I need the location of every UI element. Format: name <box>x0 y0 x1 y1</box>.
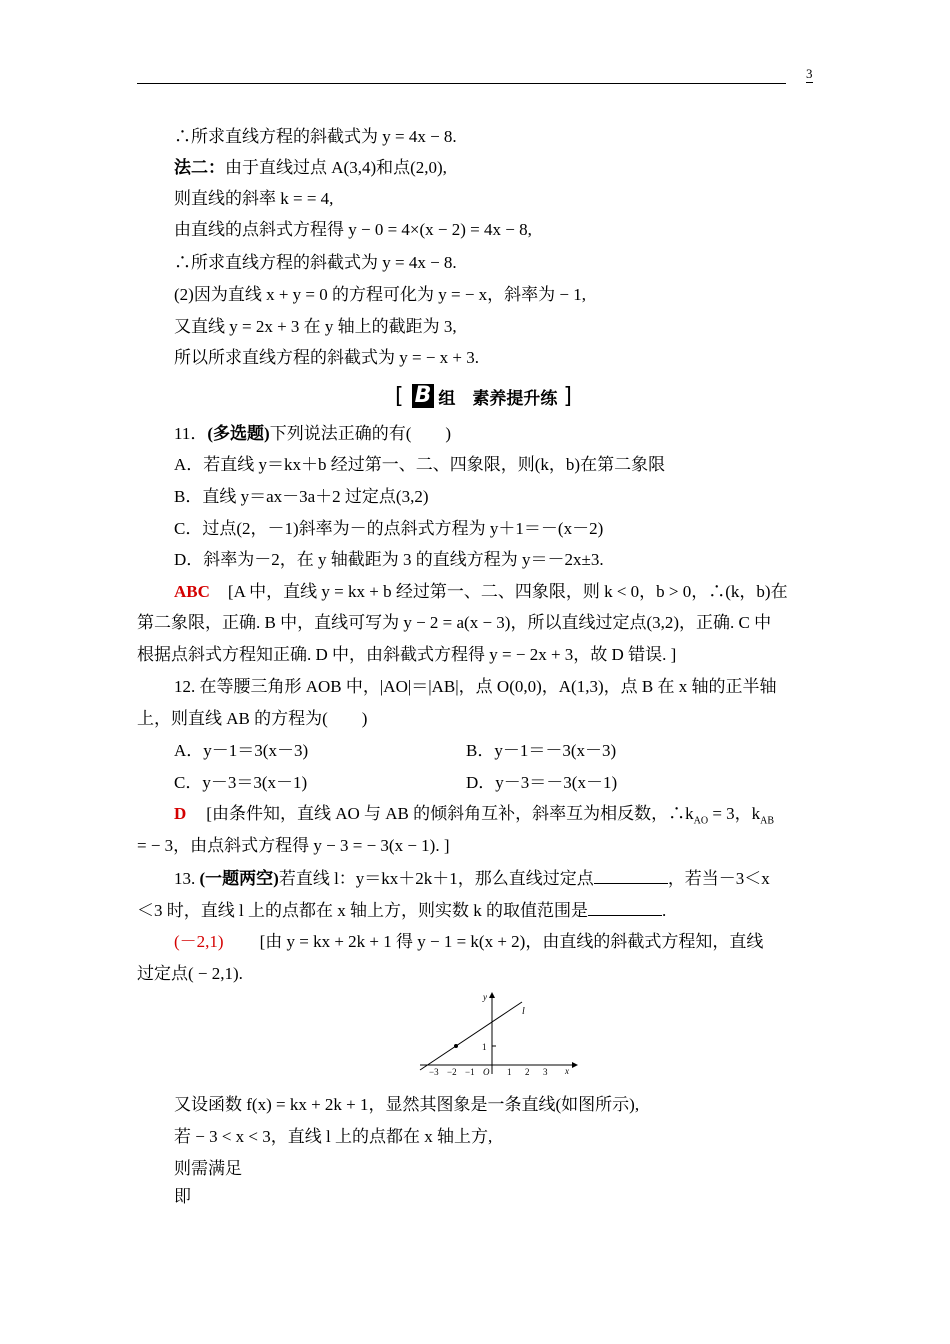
question-12-stem: 上，则直线 AB 的方程为( ) <box>137 709 368 728</box>
text-line: 所以所求直线方程的斜截式为 y = − x + 3. <box>174 348 480 367</box>
section-banner <box>395 381 572 411</box>
text-line: 即 <box>174 1187 191 1206</box>
answer-key: ABC <box>174 582 210 601</box>
text-line: 由直线的点斜式方程得 y − 0 = 4×(x − 2) = 4x − 8, <box>174 220 532 239</box>
subscript: AO <box>693 815 709 827</box>
answer-line <box>174 581 788 603</box>
text-line: 又直线 y = 2x + 3 在 y 轴上的截距为 3, <box>174 317 457 336</box>
x-tick-label: 1 <box>507 1067 512 1076</box>
line-graph-figure <box>418 990 578 1076</box>
question-12-stem: 12. 在等腰三角形 AOB 中，|AO|＝|AB|，点 O(0,0)，A(1,3)，点 B 在 x 轴的正半轴 <box>174 677 777 696</box>
banner-title: 组 素养提升练 <box>438 388 558 409</box>
answer-key: D <box>174 804 187 823</box>
option-a: A．若直线 y＝kx＋b 经过第一、二、四象限，则(k，b)在第二象限 <box>174 455 666 474</box>
y-axis-label: y <box>483 992 487 1002</box>
line-label: l <box>522 1006 525 1017</box>
option-d: D．斜率为－2，在 y 轴截距为 3 的直线方程为 y＝－2x±3. <box>174 550 604 569</box>
solution-text: [A 中，直线 y = kx + b 经过第一、二、四象限，则 k < 0，b > 0，∴(k，b)在 <box>227 582 788 601</box>
solution-text: = 3，k <box>708 804 761 823</box>
banner-bracket-right: ] <box>563 383 572 409</box>
banner-letter: B <box>412 384 435 408</box>
text-line: 则直线的斜率 k = = 4, <box>174 189 334 208</box>
solution-line: 根据点斜式方程知正确. D 中，由斜截式方程得 y = − 2x + 3，故 D 错误. ] <box>137 645 677 664</box>
question-11-stem <box>174 423 451 445</box>
option-d: D．y－3＝－3(x－1) <box>466 773 618 792</box>
text-line <box>174 157 447 179</box>
solution-text: [由条件知，直线 AO 与 AB 的倾斜角互补，斜率互为相反数，∴k <box>206 804 694 823</box>
question-text: ，若当－3＜x <box>667 869 770 888</box>
x-tick-label: 3 <box>543 1067 548 1076</box>
subscript: AB <box>760 815 775 827</box>
x-tick-label: −1 <box>465 1067 475 1076</box>
text-line: ∴所求直线方程的斜截式为 y = 4x − 8. <box>174 127 457 146</box>
question-13-stem <box>137 899 666 922</box>
text-line: 若 − 3 < x < 3，直线 l 上的点都在 x 轴上方, <box>174 1127 493 1146</box>
solution-line: 第二象限，正确. B 中，直线可写为 y − 2 = a(x − 3)，所以直线过定点(3,2)，正确. C 中 <box>137 613 772 632</box>
x-tick-label: 2 <box>525 1067 530 1076</box>
method-label: 法二： <box>174 158 225 177</box>
x-axis-label: x <box>565 1066 569 1076</box>
y-tick-label: 1 <box>482 1042 487 1052</box>
text-line: (2)因为直线 x + y = 0 的方程可化为 y = − x，斜率为 − 1, <box>174 285 587 304</box>
x-tick-label: −2 <box>447 1067 457 1076</box>
question-number: 11． <box>174 424 208 443</box>
question-number: 13. <box>174 869 200 888</box>
line-l <box>420 1002 522 1070</box>
answer-line <box>174 931 763 953</box>
answer-line <box>174 803 774 832</box>
x-axis-arrow <box>572 1062 578 1068</box>
y-axis-arrow <box>489 992 495 998</box>
header-rule <box>137 83 786 84</box>
fixed-point <box>454 1044 458 1048</box>
text-line: 又设函数 f(x) = kx + 2k + 1，显然其图象是一条直线(如图所示), <box>174 1095 640 1114</box>
text-span: 由于直线过点 A(3,4)和点(2,0), <box>225 158 447 177</box>
option-c: C．过点(2，－1)斜率为－的点斜式方程为 y＋1＝－(x－2) <box>174 519 604 538</box>
page-number: 3 <box>806 66 813 81</box>
answer-blank <box>588 899 662 916</box>
question-text: 下列说法正确的有( ) <box>269 424 452 443</box>
question-text: 若直线 l：y＝kx＋2k＋1，那么直线过定点 <box>278 869 594 888</box>
solution-text: [由 y = kx + 2k + 1 得 y − 1 = k(x + 2)，由直线的斜截式方程知，直线 <box>259 932 764 951</box>
question-13-stem <box>174 867 770 890</box>
question-tag: (一题两空) <box>199 869 279 888</box>
solution-line: 过定点( − 2,1). <box>137 964 243 983</box>
question-text: ＜3 时，直线 l 上的点都在 x 轴上方，则实数 k 的取值范围是 <box>137 901 588 920</box>
answer-key: (－2,1) <box>174 932 224 951</box>
question-text: . <box>661 901 667 920</box>
text-line: ∴所求直线方程的斜截式为 y = 4x − 8. <box>174 253 457 272</box>
option-a: A．y－1＝3(x－3) <box>174 741 309 760</box>
x-tick-label: −3 <box>429 1067 439 1076</box>
option-b: B．y－1＝－3(x－3) <box>466 741 617 760</box>
banner-bracket-left: [ <box>395 383 404 409</box>
question-tag: (多选题) <box>207 424 270 443</box>
option-c: C．y－3＝3(x－1) <box>174 773 308 792</box>
option-b: B．直线 y＝ax－3a＋2 过定点(3,2) <box>174 487 429 506</box>
origin-label: O <box>483 1067 490 1076</box>
text-line: 则需满足 <box>174 1159 242 1178</box>
answer-blank <box>594 867 668 884</box>
solution-line: = − 3，由点斜式方程得 y − 3 = − 3(x − 1). ] <box>137 836 450 855</box>
